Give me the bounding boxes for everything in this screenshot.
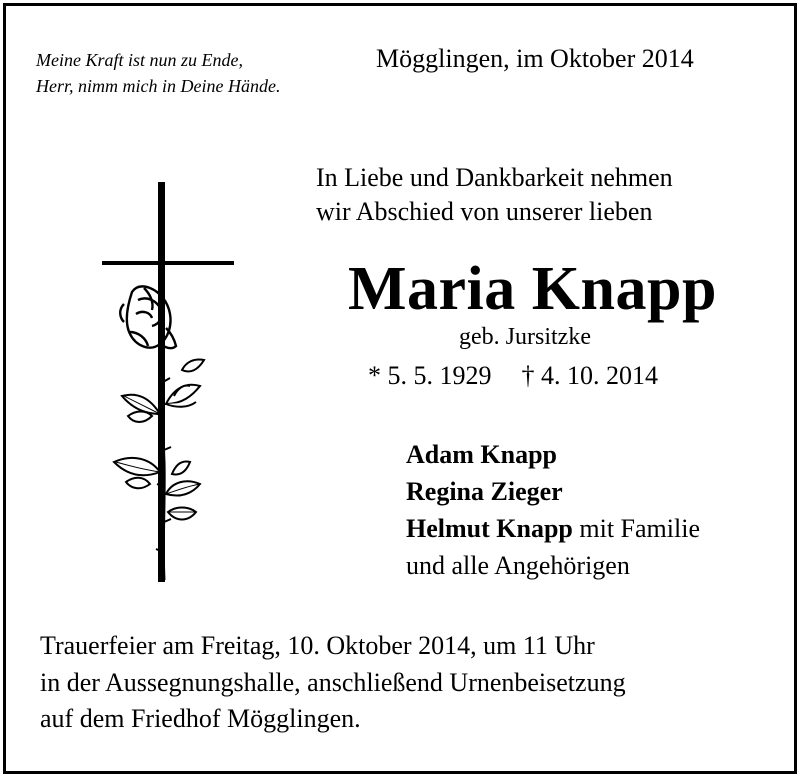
ceremony-details: [40, 628, 626, 738]
place-date: Mögglingen, im Oktober 2014: [376, 44, 694, 73]
birth-name: geb. Jursitzke: [459, 324, 591, 350]
death-date: † 4. 10. 2014: [521, 361, 658, 390]
deceased-name: Maria Knapp: [348, 255, 717, 323]
mourner-name: Helmut Knapp: [406, 514, 573, 543]
obituary-notice: [3, 3, 797, 774]
intro-line-1: In Liebe und Dankbarkeit nehmen: [316, 163, 673, 192]
cross-horizontal-beam: [102, 261, 234, 265]
memorial-quote: [36, 47, 280, 99]
ceremony-line-3: auf dem Friedhof Mögglingen.: [40, 704, 361, 733]
mourner-name: Regina Zieger: [406, 477, 563, 506]
ceremony-line-2: in der Aussegnungshalle, anschließend Urnenbeisetzung: [40, 667, 626, 697]
birth-date: * 5. 5. 1929: [368, 361, 492, 390]
mourners-list: [406, 436, 700, 584]
rose-bloom: [120, 286, 176, 348]
cross-with-rose-icon: [102, 182, 237, 587]
mourners-closing: und alle Angehörigen: [406, 551, 630, 580]
mourner-name: Adam Knapp: [406, 440, 557, 469]
intro-line-2: wir Abschied von unserer lieben: [316, 197, 653, 226]
mourner-suffix: mit Familie: [579, 514, 700, 543]
quote-line-1: Meine Kraft ist nun zu Ende,: [36, 50, 243, 70]
life-dates: [368, 361, 658, 391]
ceremony-line-1: Trauerfeier am Freitag, 10. Oktober 2014, um 11 Uhr: [40, 631, 595, 660]
intro-text: [316, 161, 673, 229]
quote-line-2: Herr, nimm mich in Deine Hände.: [36, 76, 281, 96]
